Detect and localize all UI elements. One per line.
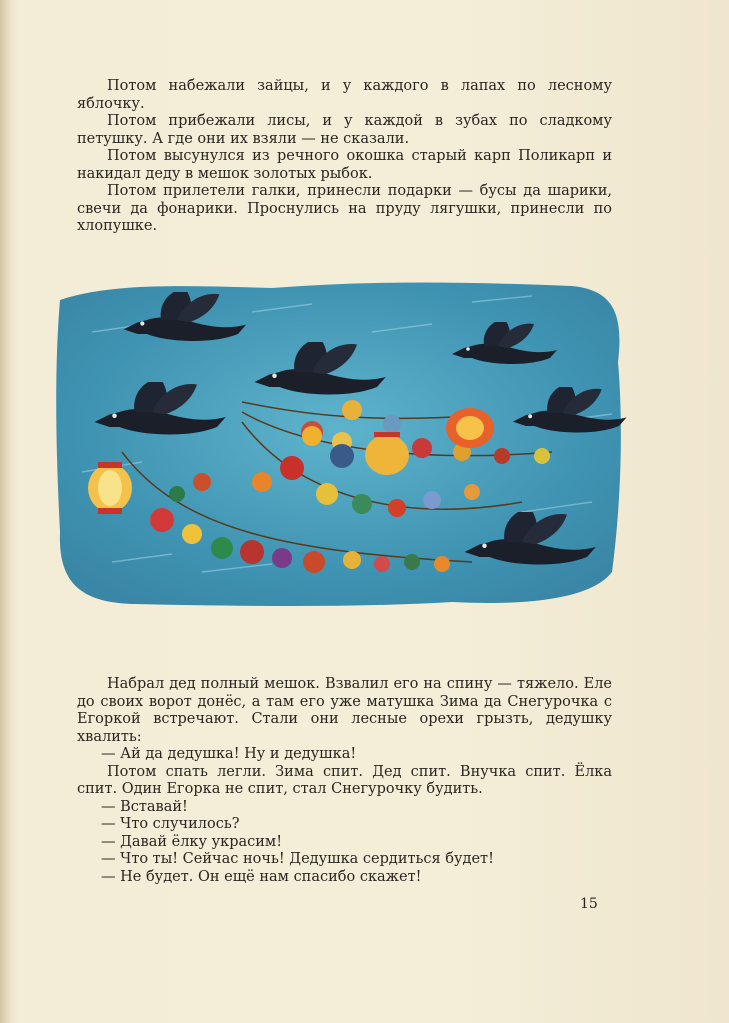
paragraph: Потом спать легли. Зима спит. Дед спит. Внучка спит. Ёлка спит. Один Егорка не спит, стал Снегурочку будить. (77, 763, 612, 797)
dialogue-line: — Не будет. Он ещё нам спасибо скажет! (101, 868, 422, 885)
paragraph: Потом набежали зайцы, и у каждого в лапах по лесному яблочку. (77, 78, 612, 112)
paragraph: Потом высунулся из речного окошка старый карп Поликарп и накидал деду в мешок золотых рыбок. (77, 148, 612, 182)
dialogue-line: — Давай ёлку украсим! (101, 833, 283, 850)
paragraph: Потом прилетели галки, принесли подарки — бусы да шарики, свечи да фонарики. Проснулись на пруду лягушки, принесли по хлопушке. (77, 183, 612, 234)
illustration-birds-with-garlands (52, 272, 627, 610)
dialogue-line: — Ай да дедушка! Ну и дедушка! (101, 746, 357, 762)
bottom-text-block (77, 676, 612, 886)
dialogue-line: — Что ты! Сейчас ночь! Дедушка сердиться будет! (101, 851, 494, 867)
page-number: 15 (580, 896, 598, 912)
paragraph: Набрал дед полный мешок. Взвалил его на спину — тяжело. Еле до своих ворот донёс, а там его уже матушка Зима да Снегурочка с Егоркой встречают. Стали они лесные орехи грызть, дедушку хвалить: (77, 676, 612, 745)
dialogue-line: — Что случилось? (101, 816, 240, 832)
paragraph: Потом прибежали лисы, и у каждой в зубах по сладкому петушку. А где они их взяли — не сказали. (77, 113, 612, 147)
top-text-block (77, 78, 612, 236)
page-spine-edge (0, 0, 10, 1023)
dialogue-line: — Вставай! (101, 798, 188, 815)
